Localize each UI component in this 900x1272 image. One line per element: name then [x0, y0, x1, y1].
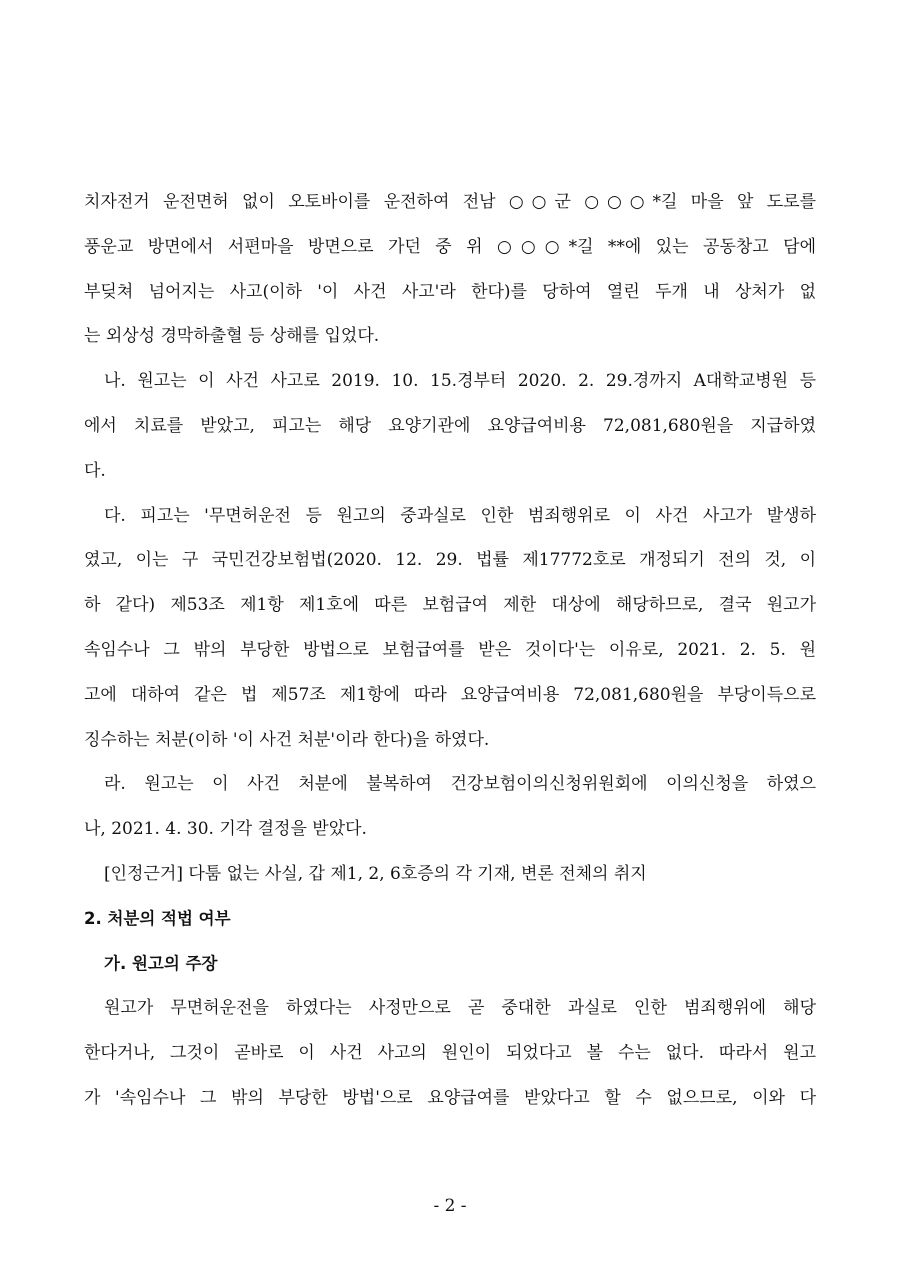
text-line: 나. 원고는 이 사건 사고로 2019. 10. 15.경부터 2020. 2. 29.경까지 A대학교병원 등	[104, 371, 816, 392]
text-line: 였고, 이는 구 국민건강보험법(2020. 12. 29. 법률 제17772호로 개정되기 전의 것, 이	[84, 550, 816, 571]
section-heading: 2. 처분의 적법 여부	[84, 908, 231, 928]
paragraph-1	[84, 180, 816, 359]
paragraph-3	[84, 494, 816, 763]
text-line: 다.	[84, 460, 106, 481]
evidence-basis: [인정근거] 다툼 없는 사실, 갑 제1, 2, 6호증의 각 기재, 변론 전체의 취지	[104, 863, 647, 884]
text-line: 원고가 무면허운전을 하였다는 사정만으로 곧 중대한 과실로 인한 범죄행위에 해당	[104, 998, 816, 1019]
text-line: 속임수나 그 밖의 부당한 방법으로 보험급여를 받은 것이다'는 이유로, 2021. 2. 5. 원	[84, 639, 816, 660]
text-line: 에서 치료를 받았고, 피고는 해당 요양기관에 요양급여비용 72,081,680원을 지급하였	[84, 415, 816, 436]
text-line: 치자전거 운전면허 없이 오토바이를 운전하여 전남 ○○군 ○○○*길 마을 앞 도로를	[84, 192, 816, 212]
text-line: 나, 2021. 4. 30. 기각 결정을 받았다.	[84, 819, 367, 840]
text-line: 부딪쳐 넘어지는 사고(이하 '이 사건 사고'라 한다)를 당하여 열린 두개 내 상처가 없	[84, 281, 816, 302]
text-line: 는 외상성 경막하출혈 등 상해를 입었다.	[84, 326, 380, 347]
text-line: 풍운교 방면에서 서편마을 방면으로 가던 중 위 ○○○*길 **에 있는 공동창고 담에	[84, 236, 816, 257]
page-number: - 2 -	[433, 1196, 467, 1216]
paragraph-2	[84, 359, 816, 493]
text-line: 하 같다) 제53조 제1항 제1호에 따른 보험급여 제한 대상에 해당하므로, 결국 원고가	[84, 595, 816, 616]
text-line: 다. 피고는 '무면허운전 등 원고의 중과실로 인한 범죄행위로 이 사건 사고가 발생하	[104, 505, 816, 526]
text-line: 한다거나, 그것이 곧바로 이 사건 사고의 원인이 되었다고 볼 수는 없다. 따라서 원고	[84, 1043, 816, 1064]
text-line: 징수하는 처분(이하 '이 사건 처분'이라 한다)을 하였다.	[84, 729, 490, 750]
document-body	[84, 180, 816, 1121]
subsection-heading: 가. 원고의 주장	[104, 953, 218, 973]
paragraph-5	[84, 986, 816, 1120]
paragraph-4	[84, 762, 816, 852]
text-line: 라. 원고는 이 사건 처분에 불복하여 건강보험이의신청위원회에 이의신청을 하였으	[104, 774, 816, 795]
text-line: 고에 대하여 같은 법 제57조 제1항에 따라 요양급여비용 72,081,680원을 부당이득으로	[84, 684, 816, 705]
text-line: 가 '속임수나 그 밖의 부당한 방법'으로 요양급여를 받았다고 할 수 없으므로, 이와 다	[84, 1087, 816, 1108]
